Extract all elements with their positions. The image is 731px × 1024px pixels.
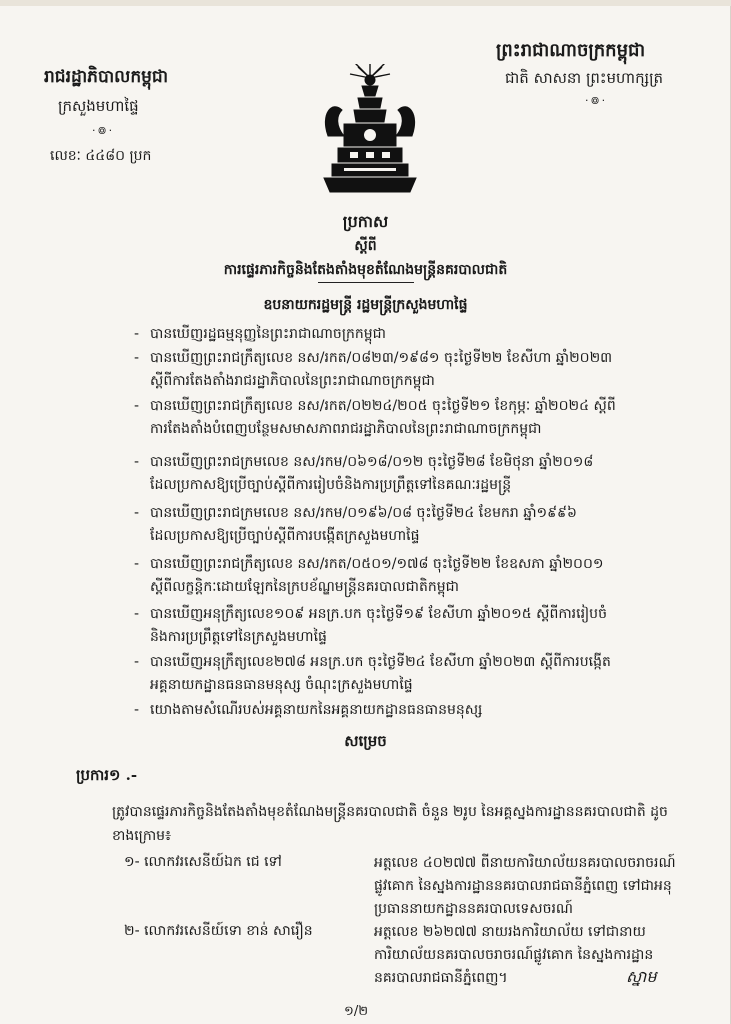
consideration-item	[134, 502, 670, 548]
officer-assignment: អត្តលេខ ៤០២៧៧ ពីនាយការិយាល័យនគរបាលចរាចរណ៍ផ្លូវគោក នៃស្នងការដ្ឋាននគរបាលរាជធានីភ្នំពេញ ទៅជាអនុប្រធាននាយកដ្ឋាននគរបាលទេសចរណ៍	[374, 855, 676, 917]
officer-name: ២- លោកវរសេនីយ៍ទោ ខាន់ សារឿន	[124, 923, 313, 939]
officer-name: ១- លោកវរសេនីយ៍ឯក ជេ ទៅ	[124, 854, 282, 870]
consideration-line-continued: ការតែងតាំងបំពេញបន្ថែមសមាសភាពរាជរដ្ឋាភិបាលនៃព្រះរាជាណាចក្រកម្ពុជា	[150, 421, 542, 437]
consideration-item	[134, 603, 670, 649]
consideration-line: បានឃើញព្រះរាជក្រមលេខ នស/រកម/០១៩៦/០៨ ចុះថ្ងៃទី២៤ ខែមករា ឆ្នាំ១៩៩៦	[150, 505, 577, 521]
document-subject: ការផ្ទេរភារកិច្ចនិងតែងតាំងមុខតំណែងមន្ត្រីនគរបាលជាតិ	[223, 262, 508, 278]
list-dash: -	[134, 556, 140, 572]
consideration-line-continued: ដែលប្រកាសឱ្យប្រើច្បាប់ស្តីពីការបង្កើតក្រសួងមហាផ្ទៃ	[150, 528, 420, 544]
subject-prefix: ស្តីពី	[354, 238, 377, 254]
article-label: ប្រការ១ .-	[76, 766, 138, 784]
royal-emblem-icon	[314, 64, 426, 196]
list-dash: -	[134, 350, 140, 366]
consideration-line-continued: និងការប្រព្រឹត្តទៅនៃក្រសួងមហាផ្ទៃ	[150, 629, 327, 645]
kingdom-name: ព្រះរាជាណាចក្រកម្ពុជា	[496, 40, 646, 61]
scan-edge	[0, 0, 731, 6]
consideration-line: បានឃើញអនុក្រឹត្យលេខ២៧៨ អនក្រ.បក ចុះថ្ងៃទី២៤ ខែសីហា ឆ្នាំ២០២៣ ស្តីពីការបង្កើត	[150, 654, 611, 670]
page-number: ១/២	[344, 1004, 369, 1019]
consideration-line-continued: ស្តីពីការតែងតាំងរាជរដ្ឋាភិបាលនៃព្រះរាជាណាចក្រកម្ពុជា	[150, 373, 435, 389]
signature: ស្នាម	[626, 967, 657, 986]
ministry-name: ក្រសួងមហាផ្ទៃ	[58, 97, 139, 115]
consideration-line: បានឃើញព្រះរាជក្រមលេខ នស/រកម/០៦១៨/០១២ ចុះថ្ងៃទី២៨ ខែមិថុនា ឆ្នាំ២០១៨	[150, 454, 594, 470]
left-flourish: ·៙·	[92, 124, 115, 137]
document-number: លេខៈ ៤៤៨០ ប្រក	[50, 148, 152, 164]
consideration-line: បានឃើញព្រះរាជក្រឹត្យលេខ នស/រកត/០៨២៣/១៩៨១ ចុះថ្ងៃទី២២ ខែសីហា ឆ្នាំ២០២៣	[150, 350, 613, 366]
consideration-line: បានឃើញរដ្ឋធម្មនុញ្ញនៃព្រះរាជាណាចក្រកម្ពុជា	[150, 326, 386, 342]
title-underline	[318, 282, 414, 283]
list-dash: -	[134, 702, 140, 718]
issuing-authority: ឧបនាយករដ្ឋមន្ត្រី រដ្ឋមន្ត្រីក្រសួងមហាផ្ទៃ	[263, 297, 468, 313]
right-flourish: ·៙·	[585, 94, 608, 107]
consideration-line: យោងតាមសំណើរបស់អគ្គនាយកនៃអគ្គនាយកដ្ឋានធនធានមនុស្ស	[150, 702, 483, 718]
list-dash: -	[134, 454, 140, 470]
document-type: ប្រកាស	[342, 212, 389, 231]
consideration-line: បានឃើញព្រះរាជក្រឹត្យលេខ នស/រកត/០២២៤/២០៥ ចុះថ្ងៃទី២១ ខែកុម្ភៈ ឆ្នាំ២០២៤ ស្តីពី	[150, 398, 616, 414]
list-dash: -	[134, 654, 140, 670]
government-name: រាជរដ្ឋាភិបាលកម្ពុជា	[44, 67, 169, 87]
national-motto: ជាតិ សាសនា ព្រះមហាក្សត្រ	[505, 69, 664, 87]
consideration-line-continued: ដែលប្រកាសឱ្យប្រើច្បាប់ស្តីពីការរៀបចំនិងការប្រព្រឹត្តទៅនៃគណៈរដ្ឋមន្ត្រី	[150, 477, 512, 493]
consideration-item	[134, 451, 670, 497]
consideration-line-continued: អគ្គនាយកដ្ឋានធនធានមនុស្ស ចំណុះក្រសួងមហាផ្ទៃ	[150, 677, 413, 693]
list-dash: -	[134, 606, 140, 622]
decision-heading: សម្រេច	[344, 732, 387, 750]
list-dash: -	[134, 505, 140, 521]
consideration-item	[134, 699, 670, 722]
consideration-item	[134, 651, 670, 697]
consideration-item	[134, 395, 670, 441]
article-body: ត្រូវបានផ្ទេរភារកិច្ចនិងតែងតាំងមុខតំណែងមន្ត្រីនគរបាលជាតិ ចំនួន ២រូប នៃអគ្គស្នងការដ្ឋាននគរបាលជាតិ ដូចខាងក្រោម៖	[112, 804, 668, 844]
list-dash: -	[134, 326, 140, 342]
consideration-item	[134, 323, 670, 346]
consideration-line: បានឃើញព្រះរាជក្រឹត្យលេខ នស/រកត/០៥០១/១៧៨ ចុះថ្ងៃទី២២ ខែឧសភា ឆ្នាំ២០០១	[150, 556, 604, 572]
consideration-item	[134, 347, 670, 393]
list-dash: -	[134, 398, 140, 414]
consideration-line-continued: ស្តីពីលក្ខន្តិកៈដោយឡែកនៃក្របខ័ណ្ឌមន្ត្រីនគរបាលជាតិកម្ពុជា	[150, 579, 459, 595]
officer-assignment: អត្តលេខ ២៦២៧៧ នាយរងការិយាល័យ ទៅជានាយការិយាល័យនគរបាលចរាចរណ៍ផ្លូវគោក នៃស្នងការដ្ឋាននគរបាលរាជធានីភ្នំពេញ។	[374, 924, 654, 986]
consideration-line: បានឃើញអនុក្រឹត្យលេខ១០៩ អនក្រ.បក ចុះថ្ងៃទី១៩ ខែសីហា ឆ្នាំ២០១៥ ស្តីពីការរៀបចំ	[150, 606, 607, 622]
consideration-item	[134, 553, 670, 599]
